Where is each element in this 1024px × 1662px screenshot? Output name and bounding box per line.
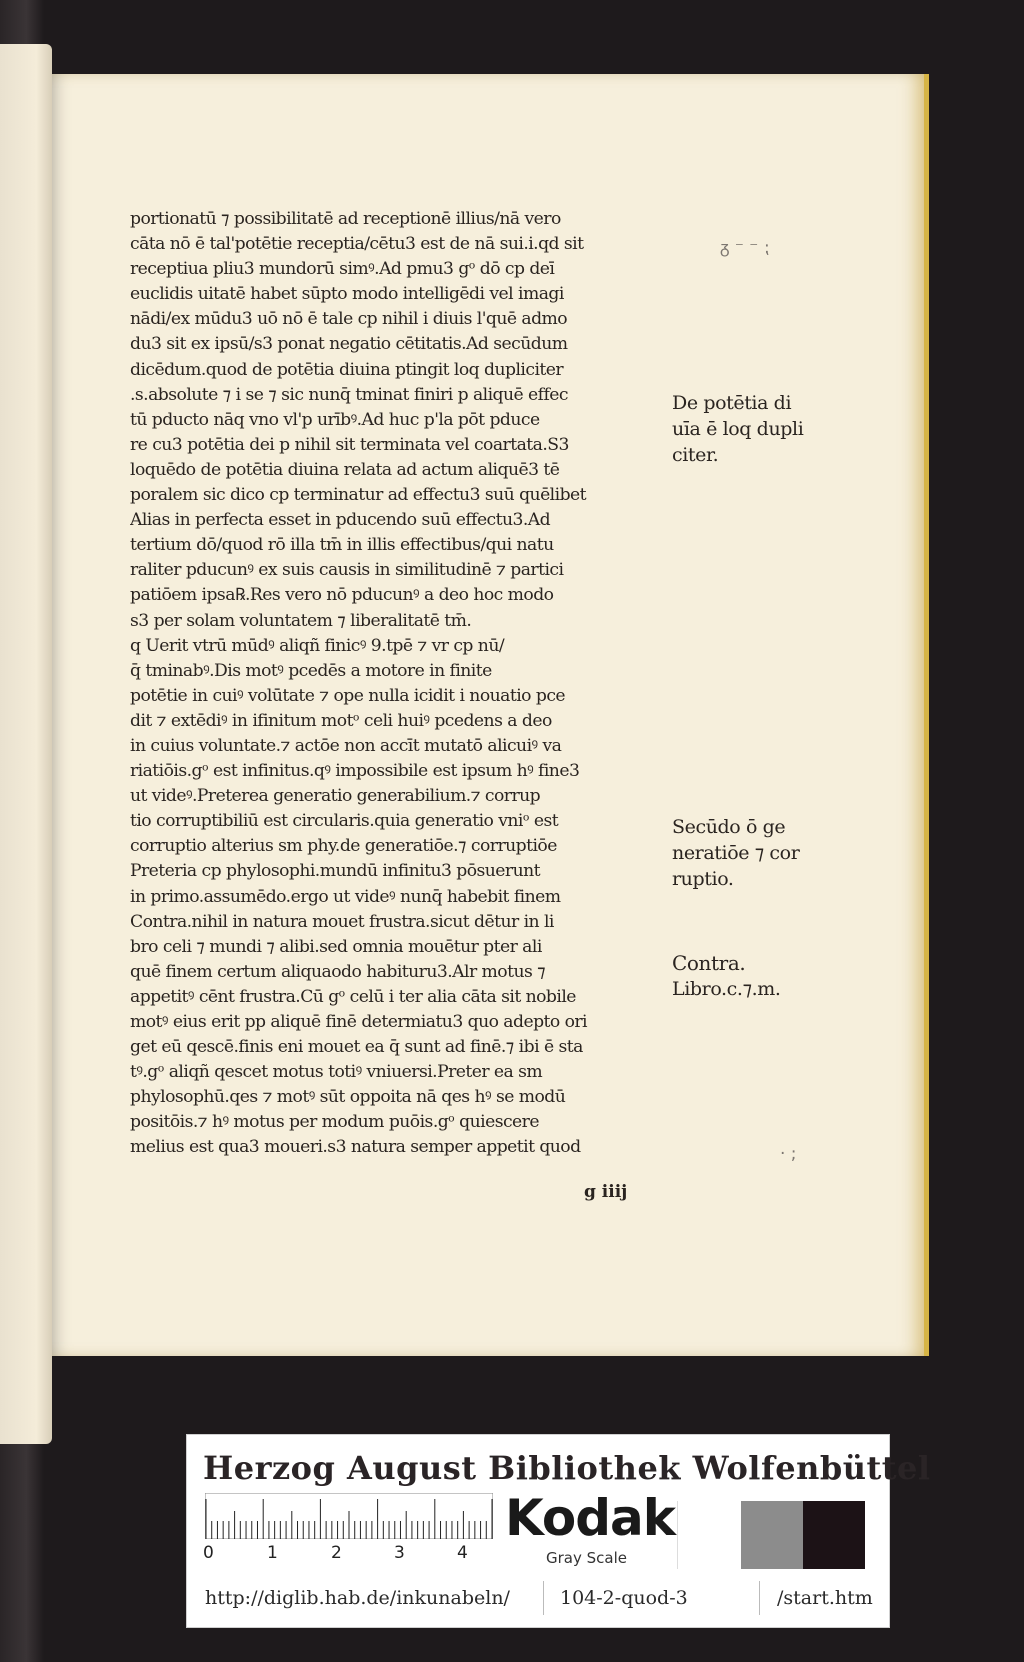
- color-target-card: [186, 1434, 931, 1628]
- text-line: poralem sic dico cp terminatur ad effectu3 suū quēlibet: [130, 485, 587, 506]
- library-title: Herzog August Bibliothek Wolfenbüttel: [203, 1449, 931, 1487]
- url-suffix: /start.htm: [777, 1587, 873, 1609]
- text-line: bro celi ⁊ mundi ⁊ alibi.sed omnia mouētur pter ali: [130, 936, 542, 957]
- text-line: Contra.nihil in natura mouet frustra.sicut dētur in li: [130, 911, 554, 932]
- text-line: portionatū ⁊ possibilitatē ad receptionē illius/nā vero: [130, 209, 561, 229]
- text-line: corruptio alterius sm phy.de generatiōe.⁊ corruptiōe: [130, 836, 557, 857]
- margin-note-divine-power: De potētia di uīa ē loq dupli citer.: [672, 392, 804, 466]
- gray-swatch: [741, 1501, 803, 1569]
- ruler-scale: [205, 1493, 493, 1539]
- kodak-logo: Kodak: [505, 1489, 675, 1547]
- text-line: dit ⁊ extēdiꝰ in ifinitum motᵒ celi huiꝰ pcedens a deo: [130, 710, 552, 731]
- text-line: potētie in cuiꝰ volūtate ⁊ ope nulla icidit i nouatio pce: [130, 685, 566, 706]
- text-line: Alias in perfecta esset in pducendo suū effectu3.Ad: [130, 510, 551, 531]
- text-line: riatiōis.gᵒ est infinitus.qꝰ impossibile est ipsum hꝰ fine3: [130, 761, 580, 782]
- text-line: appetitꝰ cēnt frustra.Cū gᵒ celū i ter alia cāta sit nobile: [130, 986, 576, 1007]
- text-line: du3 sit ex ipsū/s3 ponat negatio cētitatis.Ad secūdum: [130, 334, 568, 355]
- ruler-number: 0: [203, 1543, 214, 1563]
- ruler-number: 3: [394, 1543, 405, 1563]
- gray-scale-label: Gray Scale: [546, 1549, 627, 1567]
- text-line: get eū qescē.finis eni mouet ea q̄ sunt ad finē.⁊ ibi ē sta: [130, 1037, 583, 1058]
- previous-leaf-edge: [0, 44, 52, 1444]
- text-line: tꝰ.gᵒ aliqñ qescet motus totiꝰ vniuersi.Preter ea sm: [130, 1062, 543, 1083]
- text-line: nādi/ex mūdu3 uō nō ē tale cp nihil i diuis l'quē admo: [130, 309, 568, 330]
- text-line: Preteria cp phylosophi.mundū infinitu3 pōsuerunt: [130, 861, 540, 882]
- text-line: dicēdum.quod de potētia diuina ptingit loq dupliciter: [130, 359, 564, 380]
- margin-note-contra: Contra.: [672, 951, 746, 975]
- url-divider: [759, 1581, 760, 1615]
- white-swatch: [677, 1501, 736, 1569]
- text-line: q̄ tminabꝰ.Dis motꝰ pcedēs a motore in finite: [130, 660, 492, 681]
- text-line: cāta nō ē tal'potētie receptia/cētu3 est de nā sui.i.qd sit: [130, 234, 584, 255]
- text-line: euclidis uitatē habet sūpto modo intelligēdi vel imagi: [130, 284, 564, 305]
- text-line: in primo.assumēdo.ergo ut videꝰ nunq̄ habebit finem: [130, 886, 561, 907]
- url-divider: [543, 1581, 544, 1615]
- text-line: motꝰ eius erit pp aliquē finē determiatu3 quo adepto ori: [130, 1012, 588, 1032]
- text-line: in cuius voluntate.⁊ actōe non accīt mutatō alicuiꝰ va: [130, 735, 562, 756]
- text-line: melius est qua3 moueri.s3 natura semper appetit quod: [130, 1137, 581, 1158]
- marginal-ink-mark: ᵹ ⁻ ⁻ ⁏: [720, 238, 770, 258]
- url-base: http://diglib.hab.de/inkunabeln/: [205, 1587, 510, 1609]
- text-line: loquēdo de potētia diuina relata ad actum aliquē3 tē: [130, 459, 560, 480]
- text-line: tertium dō/quod rō illa tm̄ in illis effectibus/qui natu: [130, 535, 554, 556]
- marginal-ink-mark: · ;: [780, 1144, 797, 1164]
- margin-note-generation: Secūdo ō ge neratiōe ⁊ cor ruptio.: [672, 816, 800, 890]
- text-line: q Uerit vtrū mūdꝰ aliqñ finicꝰ 9.tpē ⁊ vr cp nū/: [130, 635, 505, 656]
- text-line: patiōem ipsa℞.Res vero nō pducunꝰ a deo hoc modo: [130, 585, 554, 606]
- text-line: ut videꝰ.Preterea generatio generabilium.⁊ corrup: [130, 786, 541, 807]
- ruler-number: 2: [331, 1543, 342, 1563]
- url-item-id: 104-2-quod-3: [560, 1587, 688, 1609]
- text-line: quē finem certum aliquaodo habituru3.Alr motus ⁊: [130, 961, 546, 982]
- text-line: tio corruptibiliū est circularis.quia generatio vniᵒ est: [130, 811, 559, 832]
- text-line: re cu3 potētia dei p nihil sit terminata vel coartata.S3: [130, 434, 569, 455]
- ruler-number: 4: [457, 1543, 468, 1563]
- text-line: tū pducto nāq vno vl'p urībꝰ.Ad huc p'la pōt pduce: [130, 409, 540, 430]
- text-line: receptiua pliu3 mundorū simꝰ.Ad pmu3 gᵒ dō cp deī: [130, 259, 555, 280]
- text-line: s3 per solam voluntatem ⁊ liberalitatē tm̄.: [130, 610, 472, 631]
- signature-mark: g iiij: [584, 1182, 628, 1202]
- ruler-number: 1: [267, 1543, 278, 1563]
- text-line: .s.absolute ⁊ i se ⁊ sic nunq̄ tminat finiri p aliquē effec: [130, 384, 568, 405]
- text-column: [130, 207, 655, 1212]
- black-swatch: [803, 1501, 865, 1569]
- text-line: phylosophū.qes ⁊ motꝰ sūt oppoita nā qes hꝰ se modū: [130, 1087, 566, 1108]
- text-line: raliter pducunꝰ ex suis causis in similitudinē ⁊ partici: [130, 560, 564, 581]
- text-line: positōis.⁊ hꝰ motus per modum puōis.gᵒ quiescere: [130, 1112, 539, 1133]
- margin-note-reference: Libro.c.⁊.m.: [672, 978, 781, 1000]
